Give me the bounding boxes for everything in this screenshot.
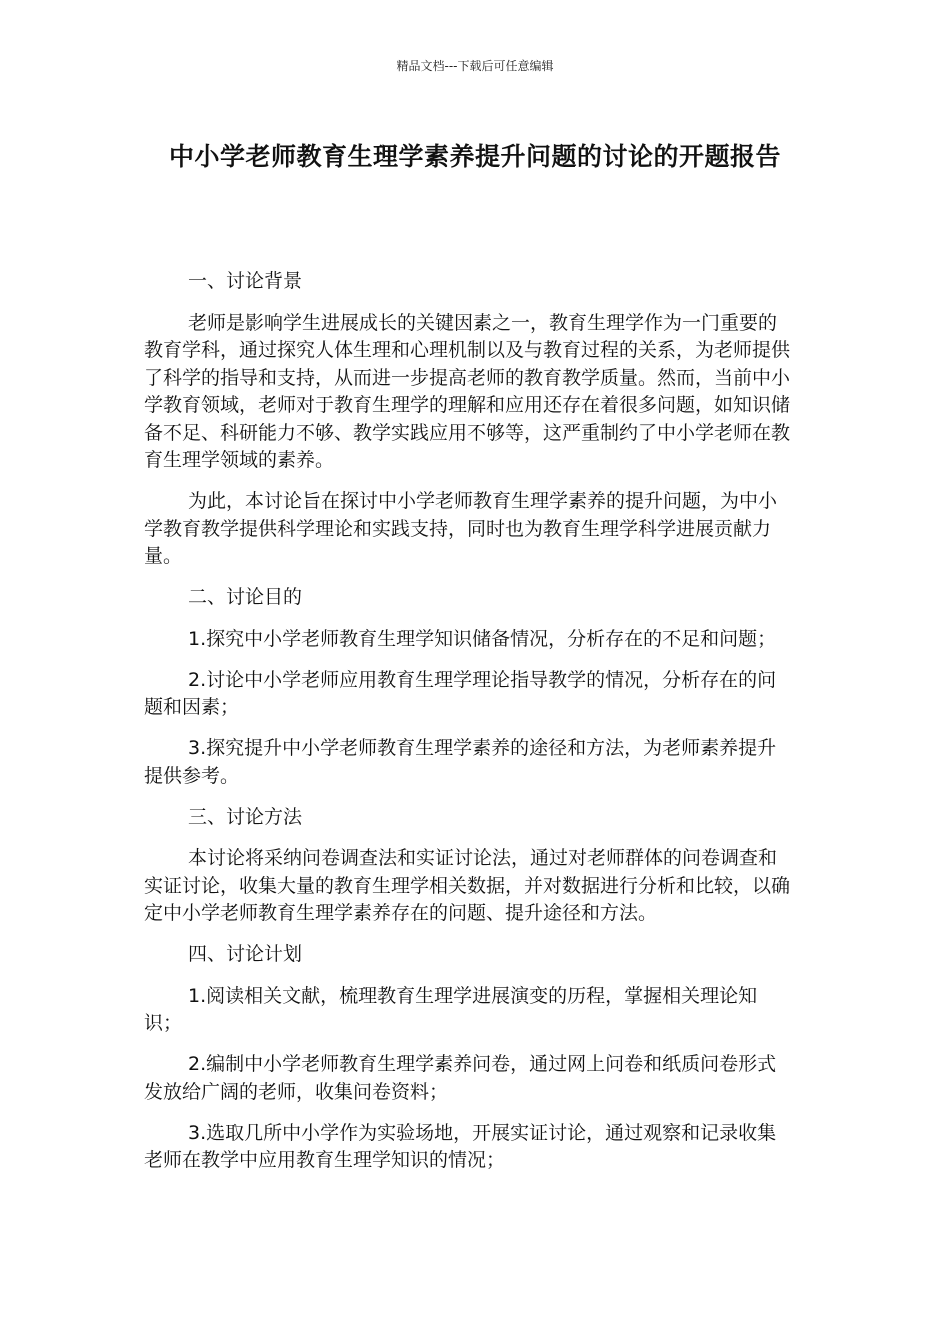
- document-body: [144, 268, 794, 1188]
- section-heading-methods: 三、讨论方法: [188, 805, 303, 828]
- objective-item-2: 2.讨论中小学老师应用教育生理学理论指导教学的情况，分析存在的问题和因素；: [144, 668, 777, 718]
- plan-item-3: 3.选取几所中小学作为实验场地，开展实证讨论，通过观察和记录收集老师在教学中应用教育生理学知识的情况；: [144, 1121, 777, 1171]
- background-paragraph-2: 为此，本讨论旨在探讨中小学老师教育生理学素养的提升问题，为中小学教育教学提供科学理论和实践支持，同时也为教育生理学科学进展贡献力量。: [144, 490, 778, 567]
- section-heading-plan: 四、讨论计划: [188, 943, 303, 965]
- objective-item-3: 3.探究提升中小学老师教育生理学素养的途径和方法，为老师素养提升提供参考。: [144, 737, 777, 787]
- document-title: 中小学老师教育生理学素养提升问题的讨论的开题报告: [168, 142, 781, 171]
- section-heading-background: 一、讨论背景: [188, 270, 303, 292]
- plan-item-2: 2.编制中小学老师教育生理学素养问卷，通过网上问卷和纸质问卷形式发放给广阔的老师，收集问卷资料；: [144, 1053, 777, 1103]
- plan-item-1: 1.阅读相关文献，梳理教育生理学进展演变的历程，掌握相关理论知识；: [144, 984, 758, 1034]
- objective-item-1: 1.探究中小学老师教育生理学知识储备情况，分析存在的不足和问题；: [188, 627, 777, 650]
- methods-paragraph-1: 本讨论将采纳问卷调查法和实证讨论法，通过对老师群体的问卷调查和实证讨论，收集大量的教育生理学相关数据，并对数据进行分析和比较，以确定中小学老师教育生理学素养存在的问题、提升途径和方法。: [144, 847, 791, 924]
- page-header: 精品文档---下载后可任意编辑: [396, 59, 554, 73]
- section-heading-objectives: 二、讨论目的: [188, 586, 303, 608]
- background-paragraph-1: 老师是影响学生进展成长的关键因素之一，教育生理学作为一门重要的教育学科，通过探究人体生理和心理机制以及与教育过程的关系，为老师提供了科学的指导和支持，从而进一步提高老师的教育教学质量。然而，当前中小学教育领域，老师对于教育生理学的理解和应用还存在着很多问题，如知识储备不足、科研能力不够、教学实践应用不够等，这严重制约了中小学老师在教育生理学领域的素养。: [144, 311, 791, 471]
